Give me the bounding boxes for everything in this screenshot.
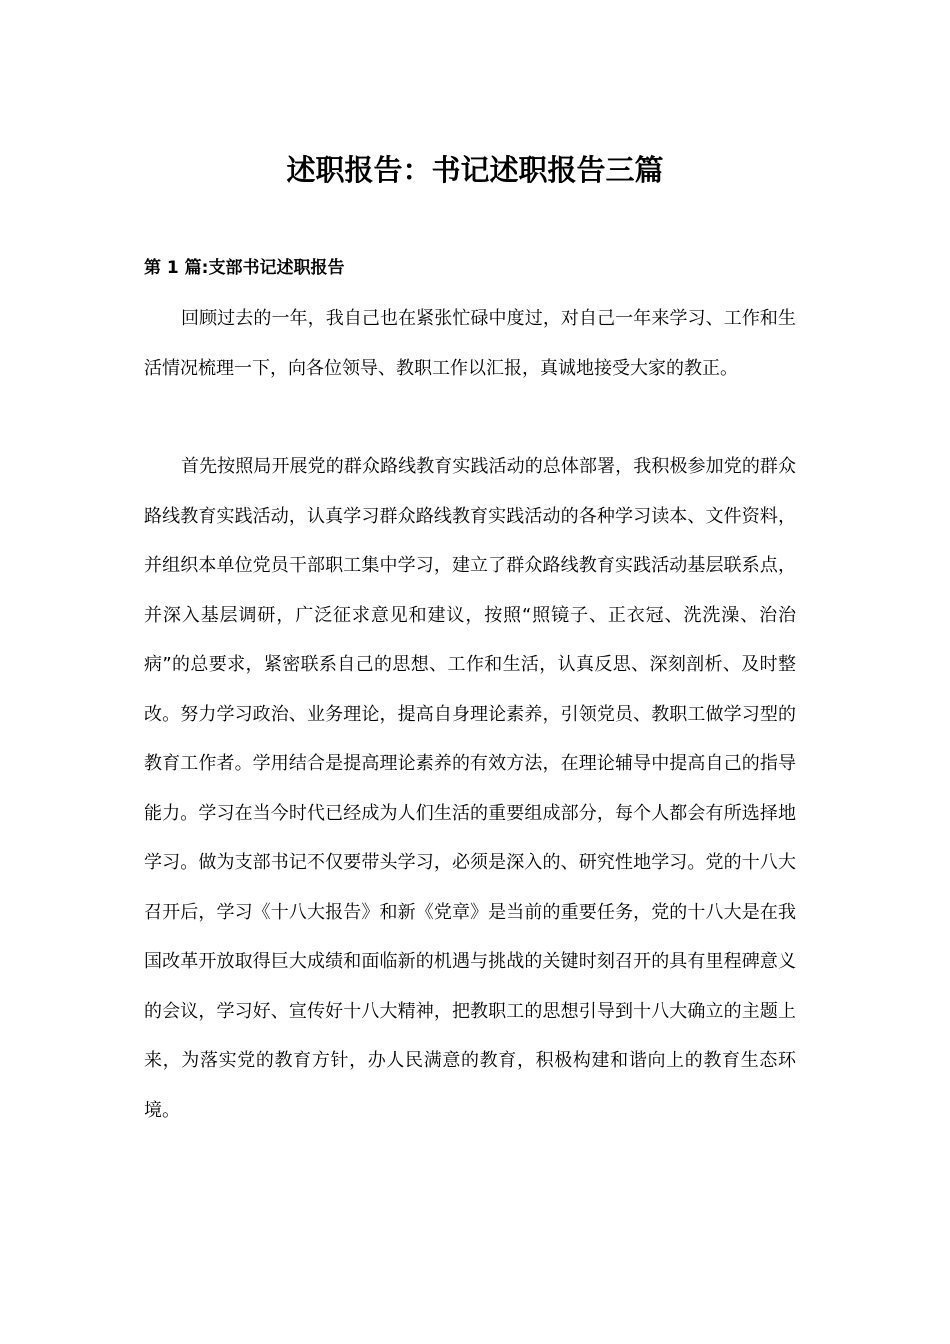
document-title: 述职报告：书记述职报告三篇 — [286, 153, 664, 187]
body-paragraph-1: 回顾过去的一年，我自己也在紧张忙碌中度过，对自己一年来学习、工作和生活情况梳理一下，向各位领导、教职工作以汇报，真诚地接受大家的教正。 — [144, 308, 796, 379]
section-heading: 第 1 篇:支部书记述职报告 — [144, 258, 345, 278]
body-paragraph-2: 首先按照局开展党的群众路线教育实践活动的总体部署，我积极参加党的群众路线教育实践活动，认真学习群众路线教育实践活动的各种学习读本、文件资料，并组织本单位党员干部职工集中学习，建立了群众路线教育实践活动基层联系点，并深入基层调研，广泛征求意见和建议，按照“照镜子、正衣冠、洗洗澡、治治病”的总要求，紧密联系自己的思想、工作和生活，认真反思、深刻剖析、及时整改。努力学习政治、业务理论，提高自身理论素养，引领党员、教职工做学习型的教育工作者。学用结合是提高理论素养的有效方法，在理论辅导中提高自己的指导能力。学习在当今时代已经成为人们生活的重要组成部分，每个人都会有所选择地学习。做为支部书记不仅要带头学习，必须是深入的、研究性地学习。党的十八大召开后，学习《十八大报告》和新《党章》是当前的重要任务，党的十八大是在我国改革开放取得巨大成绩和面临新的机遇与挑战的关键时刻召开的具有里程碑意义的会议，学习好、宣传好十八大精神，把教职工的思想引导到十八大确立的主题上来，为落实党的教育方针，办人民满意的教育，积极构建和谐向上的教育生态环境。 — [144, 456, 796, 1121]
